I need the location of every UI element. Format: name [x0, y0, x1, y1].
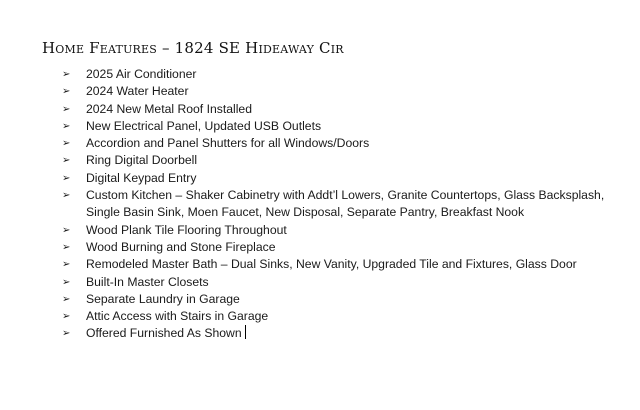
feature-text: 2024 Water Heater [86, 84, 189, 99]
feature-text: 2025 Air Conditioner [86, 67, 197, 81]
arrow-bullet-icon: ➢ [62, 311, 71, 323]
arrow-bullet-icon: ➢ [62, 69, 71, 80]
feature-text: Built-In Master Closets [86, 274, 209, 289]
arrow-bullet-icon: ➢ [62, 190, 71, 202]
list-item [62, 325, 632, 342]
arrow-bullet-icon: ➢ [62, 172, 71, 184]
feature-text: New Electrical Panel, Updated USB Outlets [86, 118, 322, 133]
arrow-bullet-icon: ➢ [62, 276, 71, 288]
list-item [62, 83, 632, 100]
list-item [62, 256, 632, 273]
list-item [62, 101, 632, 118]
arrow-bullet-icon: ➢ [62, 138, 71, 150]
arrow-bullet-icon: ➢ [62, 155, 71, 167]
feature-text: Attic Access with Stairs in Garage [86, 309, 269, 324]
list-item [62, 187, 632, 222]
feature-text: Ring Digital Doorbell [86, 153, 198, 168]
list-item [62, 118, 632, 135]
feature-text: Remodeled Master Bath – Dual Sinks, New Vanity, Upgraded Tile and Fixtures, Glass Door [86, 257, 577, 272]
feature-text: Custom Kitchen – Shaker Cabinetry with Addt’l Lowers, Granite Countertops, Glass Backsplash, Single Basin Sink, Moen Faucet, New Disposal, Separate Pantry, Breakfast Nook [86, 188, 605, 220]
feature-text: Accordion and Panel Shutters for all Windows/Doors [86, 136, 370, 151]
document-title: Home Features – 1824 SE Hideaway Cir [42, 39, 344, 57]
feature-text: Separate Laundry in Garage [86, 291, 240, 306]
last-feature-text: Offered Furnished As Shown [86, 326, 242, 341]
features-list [62, 66, 632, 343]
text-cursor [245, 325, 246, 339]
arrow-bullet-icon: ➢ [62, 259, 71, 271]
arrow-bullet-icon: ➢ [62, 224, 71, 236]
list-item [62, 239, 632, 256]
list-item [62, 66, 632, 83]
list-item [62, 222, 632, 239]
arrow-bullet-icon: ➢ [62, 103, 71, 115]
list-item [62, 170, 632, 187]
list-item [62, 274, 632, 291]
arrow-bullet-icon: ➢ [62, 328, 71, 340]
feature-text: Wood Burning and Stone Fireplace [86, 239, 276, 254]
arrow-bullet-icon: ➢ [62, 293, 71, 305]
arrow-bullet-icon: ➢ [62, 241, 71, 253]
list-item [62, 291, 632, 308]
feature-text[interactable] [86, 325, 632, 342]
arrow-bullet-icon: ➢ [62, 86, 71, 98]
feature-text: Wood Plank Tile Flooring Throughout [86, 222, 287, 237]
list-item [62, 152, 632, 169]
feature-text: 2024 New Metal Roof Installed [86, 101, 252, 116]
list-item [62, 135, 632, 152]
arrow-bullet-icon: ➢ [62, 120, 71, 132]
list-item [62, 308, 632, 325]
feature-text: Digital Keypad Entry [86, 170, 197, 185]
